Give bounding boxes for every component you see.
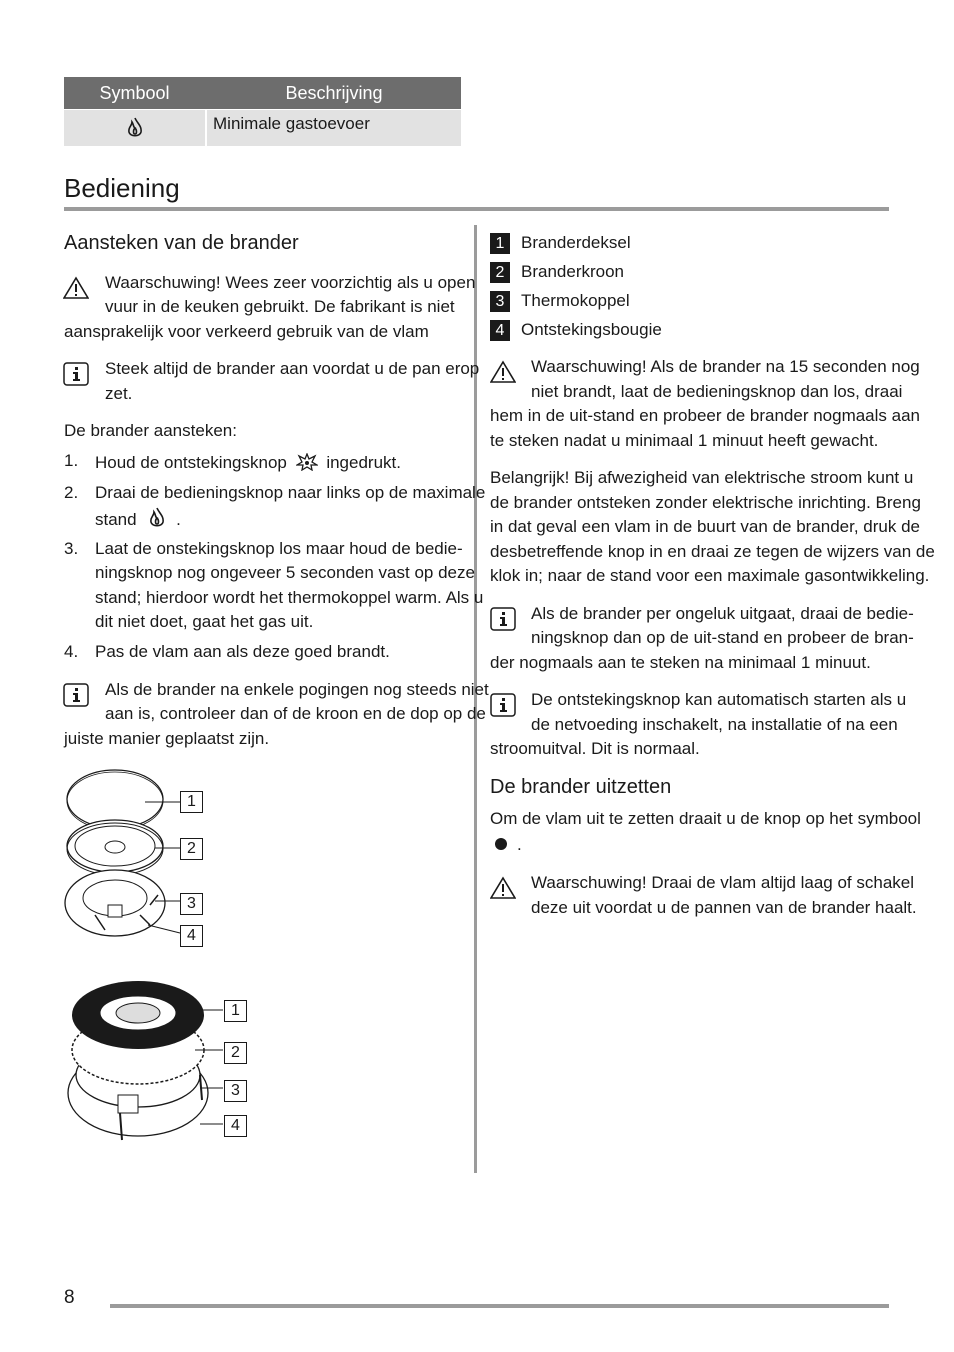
info-icon (63, 362, 89, 386)
step-line: Houd de ontstekingsknop (95, 453, 287, 472)
info-line: der nogmaals aan te steken na minimaal 1 minuut. (490, 653, 871, 672)
step-line (95, 507, 181, 533)
turn-off-suffix: . (517, 835, 522, 854)
important-line: Bij afwezigheid van elektrische stroom kunt u (569, 468, 914, 487)
info-line: Steek altijd de brander aan voordat u de pan erop (105, 359, 480, 378)
warning-line: Wees zeer voorzichtig als u open (220, 273, 476, 292)
flame-large-icon (149, 507, 165, 529)
important-text (490, 466, 913, 491)
subtitle-turn-off: De brander uitzetten (490, 776, 672, 798)
warning-text (531, 355, 920, 380)
important-line: de brander ontsteken zonder elektrische inrichting. Breng (490, 493, 921, 512)
info-line: juiste manier geplaatst zijn. (64, 729, 270, 748)
step-line: dit niet doet, gaat het gas uit. (95, 612, 314, 631)
legend-item (490, 260, 624, 284)
important-line: klok in; naar de stand voor een maximale gasontwikkeling. (490, 566, 930, 585)
info-line: De ontstekingsknop kan automatisch starten als u (531, 690, 907, 709)
warning-line: niet brandt, laat de bedieningsknop dan los, draai (531, 382, 903, 401)
info-icon (490, 607, 516, 631)
step-line: stand; hierdoor wordt het thermokoppel warm. Als u (95, 588, 484, 607)
legend-number: 3 (490, 291, 510, 312)
step-text (95, 451, 401, 476)
ignition-star-icon (296, 453, 318, 471)
warning-line: Als de brander na 15 seconden nog (646, 357, 920, 376)
diagram-label: 2 (224, 1042, 247, 1064)
info-line: stroomuitval. Dit is normaal. (490, 739, 700, 758)
info-line: Als de brander per ongeluk uitgaat, draai de bedie- (531, 604, 914, 623)
legend-number: 4 (490, 320, 510, 341)
legend-number: 2 (490, 262, 510, 283)
step-line: stand (95, 510, 137, 529)
step-line: Draai de bedieningsknop naar links op de maximale (95, 483, 486, 502)
info-line: aan is, controleer dan of de kroon en de dop op de (105, 704, 486, 723)
info-line: zet. (105, 384, 133, 403)
turn-off-text: Om de vlam uit te zetten draait u de knop op het symbool (490, 809, 921, 828)
section-title: Bediening (64, 173, 180, 203)
warning-line: Draai de vlam altijd laag of schakel (646, 873, 915, 892)
turn-off-symbol-line (495, 833, 522, 858)
warning-text (105, 271, 475, 296)
legend-label: Branderdeksel (521, 233, 631, 252)
legend-label: Thermokoppel (521, 291, 630, 310)
warning-label: Waarschuwing! (531, 357, 647, 376)
flame-small-icon (64, 110, 205, 146)
section-divider (64, 207, 889, 211)
burner-diagram-2 (60, 975, 240, 1150)
steps-intro: De brander aansteken: (64, 421, 237, 440)
step-number: 4. (64, 642, 79, 661)
warning-line: te steken nadat u minimaal 1 minuut heeft gewacht. (490, 431, 879, 450)
step-number: 2. (64, 483, 79, 502)
important-line: desbetreffende knop in en draai ze tegen de wijzers van de (490, 542, 935, 561)
legend-item (490, 231, 631, 255)
table-row (64, 110, 461, 146)
diagram-label: 3 (180, 893, 203, 915)
warning-text (531, 871, 914, 896)
warning-icon (490, 360, 516, 384)
step-line: Laat de onstekingsknop los maar houd de bedie- (95, 539, 463, 558)
legend-label: Ontstekingsbougie (521, 320, 662, 339)
step-number: 3. (64, 539, 79, 558)
step-line: Pas de vlam aan als deze goed brandt. (95, 642, 390, 661)
warning-line: deze uit voordat u de pannen van de brander haalt. (531, 898, 917, 917)
diagram-label: 1 (180, 791, 203, 813)
warning-icon (63, 276, 89, 300)
header-symbol: Symbool (99, 82, 170, 103)
legend-label: Branderkroon (521, 262, 625, 281)
step-line: . (176, 510, 181, 529)
table-cell-description: Minimale gastoevoer (207, 110, 461, 146)
symbol-table (64, 77, 461, 146)
diagram-label: 3 (224, 1080, 247, 1102)
diagram-label: 1 (224, 1000, 247, 1022)
header-description: Beschrijving (285, 82, 383, 103)
step-line: ingedrukt. (326, 453, 401, 472)
legend-item (490, 318, 662, 342)
info-line: de netvoeding inschakelt, na installatie of na een (531, 715, 898, 734)
important-label: Belangrijk! (490, 468, 570, 487)
diagram-label: 4 (224, 1115, 247, 1137)
off-dot-icon (495, 838, 507, 850)
info-icon (490, 693, 516, 717)
subtitle-lighting: Aansteken van de brander (64, 232, 299, 254)
important-line: in dat geval een vlam in de buurt van de brander, druk de (490, 517, 921, 536)
warning-label: Waarschuwing! (531, 873, 647, 892)
warning-line: aansprakelijk voor verkeerd gebruik van de vlam (64, 322, 429, 341)
warning-icon (490, 876, 516, 900)
diagram-label: 2 (180, 838, 203, 860)
footer-divider (110, 1304, 889, 1308)
info-line: ningsknop dan op de uit-stand en probeer de bran- (531, 628, 914, 647)
warning-line: vuur in de keuken gebruikt. De fabrikant is niet (105, 297, 455, 316)
warning-line: hem in de uit-stand en probeer de brander nogmaals aan (490, 406, 921, 425)
table-header (64, 77, 461, 109)
info-icon (63, 683, 89, 707)
info-line: Als de brander na enkele pogingen nog steeds niet (105, 680, 489, 699)
diagram-label: 4 (180, 925, 203, 947)
warning-label: Waarschuwing! (105, 273, 221, 292)
legend-number: 1 (490, 233, 510, 254)
step-line: ningsknop nog ongeveer 5 seconden vast op deze (95, 563, 475, 582)
legend-item (490, 289, 630, 313)
step-number: 1. (64, 451, 79, 470)
page-number: 8 (64, 1287, 75, 1308)
